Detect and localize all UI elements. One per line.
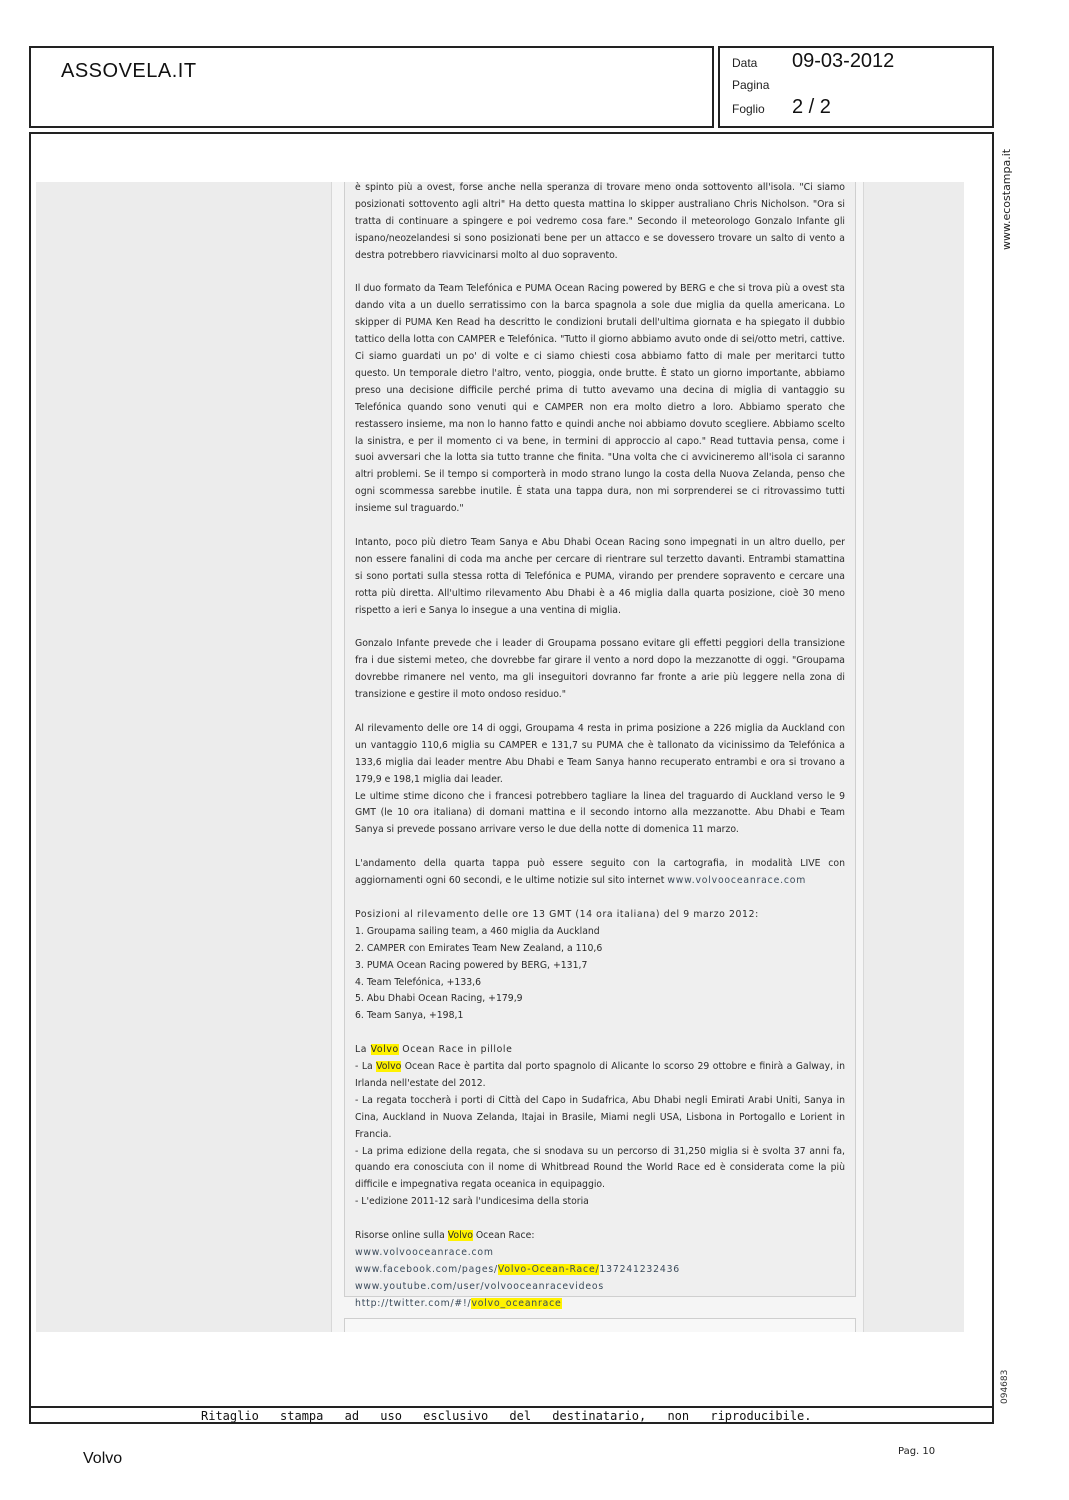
side-code-text: 094683 (1000, 1369, 1010, 1404)
position-item: 4. Team Telefónica, +133,6 (355, 976, 482, 988)
pills-title-pre: La (355, 1044, 371, 1056)
pagina-label: Pagina (732, 78, 770, 92)
footer-keyword: Volvo (83, 1450, 123, 1467)
link-twitter-pre: http://twitter.com/#!/ (355, 1297, 472, 1309)
next-box (344, 1318, 856, 1332)
position-item: 3. PUMA Ocean Racing powered by BERG, +131,7 (355, 959, 588, 971)
copyright-notice: Ritaglio stampa ad uso esclusivo del destinatario, non riproducibile. (201, 1409, 812, 1423)
position-item: 6. Team Sanya, +198,1 (355, 1010, 464, 1022)
volvo-highlight: Volvo (447, 1230, 473, 1242)
volvo-highlight: Volvo (376, 1061, 402, 1073)
pill-2: - La regata toccherà i porti di Città del Capo in Sudafrica, Abu Dhabi negli Emirati Arabi Uniti, Sanya in Cina, Auckland in Nuova Zelanda, Itajai in Brasile, Miami negli USA, Lisbona in Portogallo e Lorient in Francia. (355, 1094, 845, 1140)
positions-block (355, 907, 845, 1025)
side-url-text: www.ecostampa.it (1000, 148, 1013, 250)
link-facebook-post: 137241232436 (599, 1263, 681, 1275)
resources-title (355, 1228, 845, 1245)
link-facebook-highlight: Volvo-Ocean-Race/ (497, 1263, 600, 1275)
paragraph-5b: Le ultime stime dicono che i francesi potrebbero tagliare la linea del traguardo di Auckland verso le 9 GMT (le 10 ora italiana) di domani mattina e il secondo intorno alla mezzanotte. Abu Dhabi e Team Sanya si prevede possano arrivare verso le due della notte di domenica 11 marzo. (355, 790, 845, 836)
paragraph-6 (355, 856, 845, 890)
pill-1 (355, 1059, 845, 1093)
pill-4: - L'edizione 2011-12 sarà l'undicesima della storia (355, 1196, 589, 1208)
foglio-value: 2 / 2 (792, 96, 831, 118)
pill-1-pre: - La (355, 1061, 377, 1073)
position-item: 2. CAMPER con Emirates Team New Zealand, a 110,6 (355, 942, 603, 954)
pill-1-post: Ocean Race è partita dal porto spagnolo di Alicante lo scorso 29 ottobre e finirà a Galway, in Irlanda nell'estate del 2012. (355, 1061, 845, 1089)
pills-title (355, 1042, 845, 1059)
paragraph-3: Intanto, poco più dietro Team Sanya e Abu Dhabi Ocean Racing sono impegnati in un altro duello, per non essere fanalini di coda ma anche per cercare di rientrare sul terzetto davanti. Entrambi stamattina si sono portati sulla stessa rotta di Telefónica e PUMA, virando per prendere sopravento e cercare una rotta più diretta. All'ultimo rilevamento Abu Dhabi è a 46 miglia dalla quarta posizione, cioè 30 meno rispetto a ieri e Sanya lo insegue a una ventina di miglia. (355, 537, 845, 616)
link-facebook[interactable] (355, 1262, 845, 1279)
paragraph-2: Il duo formato da Team Telefónica e PUMA Ocean Racing powered by BERG e che si trova più a ovest sta dando vita a un duello serratissimo con la barca spagnola a sole due miglia da quella americana. Lo skipper di PUMA Ken Read ha descritto le condizioni brutali dell'ultima giornata e ha spiegato il dubbio tattico della lotta con CAMPER e Telefónica. "Tutto il giorno abbiamo avuto onde di sei/otto metri, cattive. Ci siamo guardati un po' di volte e ci siamo chiesti cosa abbiamo fatto di male per meritarci tutto questo. Un temporale dietro l'altro, vento, pioggia, onde brutte. È stato un giorno importante, abbiamo preso una decisione difficile perché prima di tutto avevamo una decina di miglia di vantaggio su Telefónica quando sono venuti qui e CAMPER non era molto dietro a loro. Abbiamo sperato che restassero insieme, ma non lo hanno fatto e quindi anche noi abbiamo dovuto scegliere. Abbiamo scelto la sinistra, e per il momento ci va bene, in termini di approccio al capo." Read tuttavia pensa, come i suoi avversari che la lotta sia tutto tranne che finita. "Una volta che ci avvicineremo all'isola ci saranno altri problemi. Se il tempo si comporterà in modo strano lungo la costa della Nuova Zelanda, penso che ogni scommessa sarebbe inutile. È stata una tappa dura, non mi sorprenderei se ci ritrovassimo tutti insieme sul traguardo." (355, 283, 845, 515)
pills-block (355, 1042, 845, 1211)
header-publication-box (29, 46, 714, 128)
resources-block (355, 1228, 845, 1313)
position-item: 5. Abu Dhabi Ocean Racing, +179,9 (355, 993, 523, 1005)
link-youtube[interactable]: www.youtube.com/user/volvooceanracevideos (355, 1280, 604, 1292)
link-facebook-pre: www.facebook.com/pages/ (355, 1263, 498, 1275)
position-item: 1. Groupama sailing team, a 460 miglia da Auckland (355, 925, 600, 937)
data-value: 09-03-2012 (792, 50, 895, 72)
positions-title: Posizioni al rilevamento delle ore 13 GMT (14 ora italiana) del 9 marzo 2012: (355, 908, 759, 920)
paragraph-1: è spinto più a ovest, forse anche nella speranza di trovare meno onda sottovento all'isola. "Ci siamo posizionati sottovento agli altri" Ha detto questa mattina lo skipper australiano Chris Nicholson. "Ora si tratta di continuare a spingere e poi vedremo cosa fare." Secondo il meteorologo Gonzalo Infante gli ispano/neozelandesi si sono posizionati bene per un attacco e se dovessero trovare un salto di vento a destra potrebbero riavvicinarsi molto al duo sopravento. (355, 182, 845, 261)
header-meta-box (718, 46, 994, 128)
footer-divider (31, 1406, 992, 1408)
link-website[interactable]: www.volvooceanrace.com (355, 1246, 494, 1258)
volvo-highlight: Volvo (370, 1044, 399, 1056)
paragraph-4: Gonzalo Infante prevede che i leader di Groupama possano evitare gli effetti peggiori della transizione fra i due sistemi meteo, che dovrebbe far girare il vento a nord dopo la mezzanotte di oggi. "Groupama dovrebbe rimanere nel vento, ma gli inseguitori dovranno far fronte a arie più leggere nella zona di transizione e gestire il moto ondoso residuo." (355, 638, 845, 701)
link-twitter-highlight: volvo_oceanrace (471, 1297, 562, 1309)
pill-3: - La prima edizione della regata, che si snodava su un percorso di 31,250 miglia si è svolta 37 anni fa, quando era conosciuta con il nome di Whitbread Round the World Race ed è considerata come la più difficile e impegnativa regata oceanica in equipaggio. (355, 1145, 845, 1191)
link-twitter[interactable] (355, 1296, 845, 1313)
foglio-label: Foglio (732, 102, 765, 116)
site-link[interactable]: www.volvooceanrace.com (667, 875, 807, 887)
side-url (1000, 145, 1014, 255)
resources-pre: Risorse online sulla (355, 1230, 448, 1242)
data-label: Data (732, 56, 758, 70)
resources-post: Ocean Race: (472, 1230, 535, 1242)
side-code (1000, 1368, 1014, 1408)
pills-title-post: Ocean Race in pillole (398, 1044, 513, 1056)
paragraph-5a: Al rilevamento delle ore 14 di oggi, Groupama 4 resta in prima posizione a 226 miglia da Auckland con un vantaggio 110,6 miglia su CAMPER e 131,7 su PUMA che è tallonato da vicinissimo da Telefónica a 133,6 miglia dai leader mentre Abu Dhabi e Team Sanya hanno recuperato entrambi e ora si trovano a 179,9 e 198,1 miglia dai leader. (355, 722, 845, 785)
article-body (355, 180, 845, 1313)
publication-name: ASSOVELA.IT (61, 60, 197, 82)
paragraph-6-text: L'andamento della quarta tappa può essere seguito con la cartografia, in modalità LIVE con aggiornamenti ogni 60 secondi, e le ultime notizie sul sito internet (355, 858, 845, 887)
footer-page-number: Pag. 10 (898, 1446, 936, 1457)
